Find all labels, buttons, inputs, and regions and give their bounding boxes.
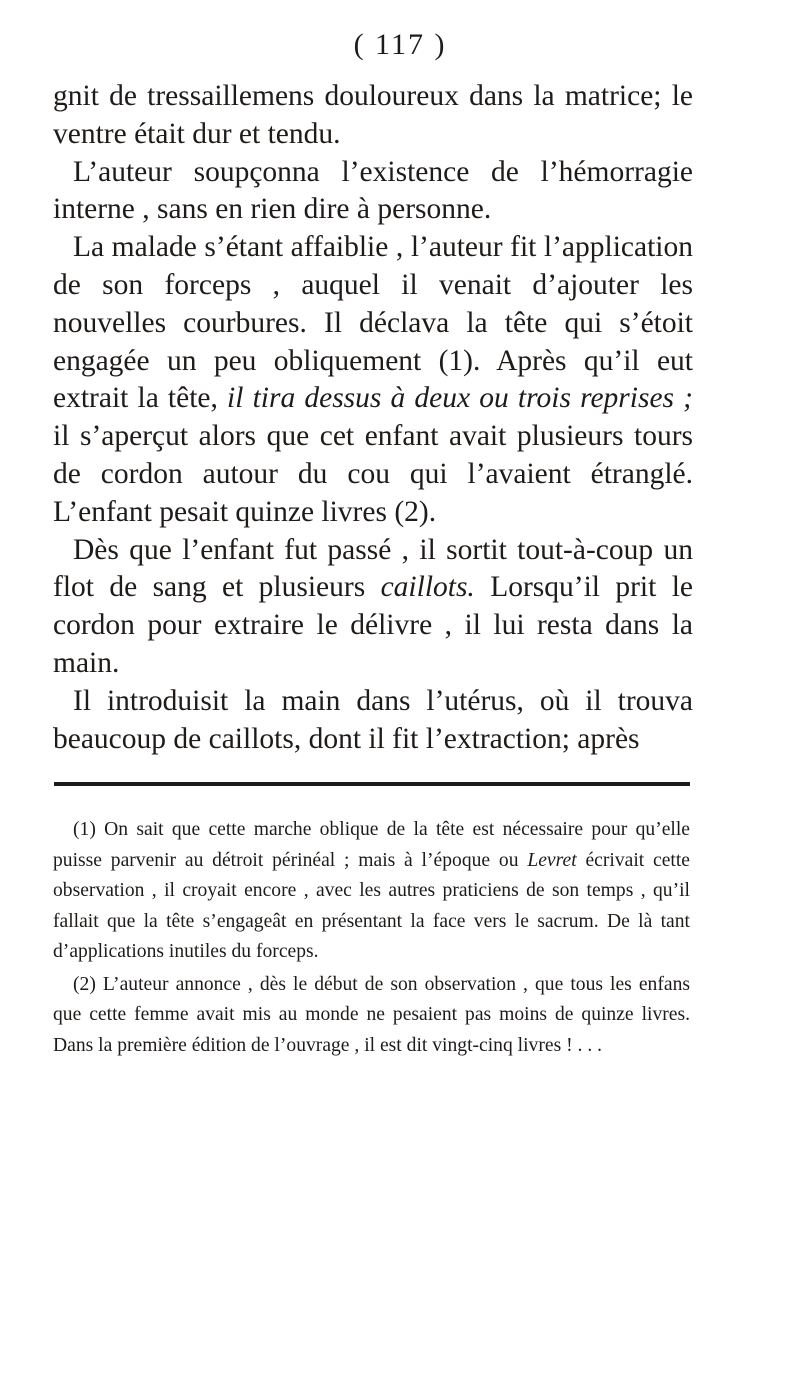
paragraph-4-italic: caillots. — [380, 571, 475, 604]
paragraph-2: L’auteur soupçonna l’existence de l’hémorragie interne , sans en rien dire à personne. — [53, 155, 693, 226]
footnote-divider — [54, 782, 690, 786]
paragraph-3-text: La malade s’étant affaiblie , l’auteur fit l’application de son forceps , auquel il venait d’ajouter les nouvelles courbures. Il déclava la tête qui s’étoit engagée un peu obliquement (1). Après qu’il eut extrait la tête, — [53, 231, 693, 415]
footnotes — [53, 815, 690, 1063]
paragraph-1: gnit de tressaillemens douloureux dans la matrice; le ventre était dur et tendu. — [53, 80, 693, 150]
footnote-1-text-end: écrivait cette observation , il croyait encore , avec les autres praticiens de son temps , qu’il fallait que la tête s’engageât en présentant la face vers le sacrum. De là tant d’applications inutiles du forceps. — [53, 849, 690, 962]
paragraph-3 — [53, 229, 693, 531]
footnote-1-italic: Levret — [527, 849, 577, 871]
main-text — [53, 78, 693, 758]
footnote-2: (2) L’auteur annonce , dès le début de son observation , que tous les enfans que cette femme avait mis au monde ne pesaient pas moins de quinze livres. Dans la première édition de l’ouvrage , il est dit vingt-cinq livres ! . . . — [53, 973, 690, 1056]
paragraph-5: Il introduisit la main dans l’utérus, où il trouva beaucoup de caillots, dont il fit l’extraction; après — [53, 684, 693, 755]
paragraph-4-text: Dès que l’enfant fut passé , il sortit tout-à-coup un flot de sang et plusieurs — [53, 533, 693, 604]
paragraph-4-text-end: Lorsqu’il prit le cordon pour extraire le délivre , il lui resta dans la main. — [53, 571, 693, 679]
paragraph-4 — [53, 532, 693, 683]
paragraph-3-text-end: il s’aperçut alors que cet enfant avait plusieurs tours de cordon autour du cou qui l’avaient étranglé. L’enfant pesait quinze livres (2). — [53, 420, 693, 528]
footnote-1-text: (1) On sait que cette marche oblique de la tête est nécessaire pour qu’elle puisse parvenir au détroit périnéal ; mais à l’époque ou — [53, 819, 690, 871]
footnote-1 — [53, 815, 690, 968]
page-number: ( 117 ) — [353, 28, 447, 61]
paragraph-3-italic: il tira dessus à deux ou trois reprises ; — [227, 382, 694, 415]
